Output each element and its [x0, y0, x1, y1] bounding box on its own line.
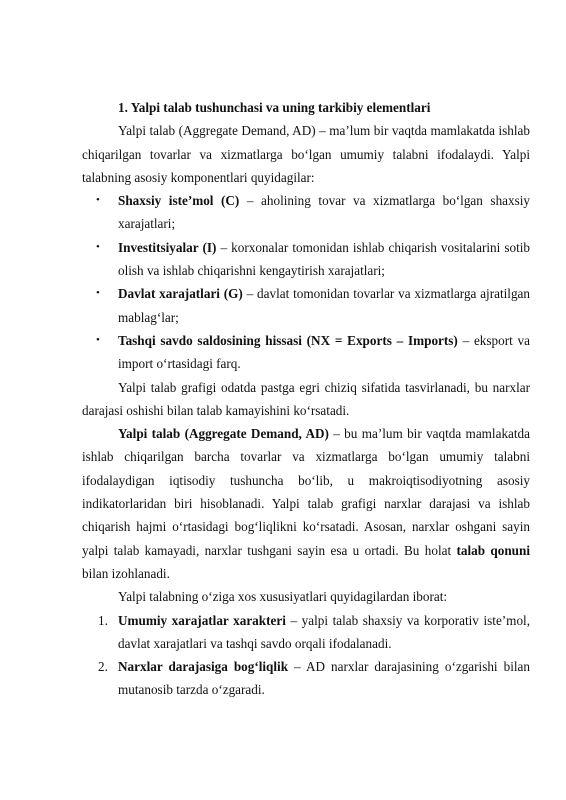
bullet-icon: • [96, 333, 100, 346]
graph-note-paragraph: Yalpi talab grafigi odatda pastga egri chiziq sifatida tasvirlanadi, bu narxlar darajasi oshishi bilan talab kamayishini ko‘rsatadi. [82, 379, 530, 418]
list-item-term: Umumiy xarajatlar xarakteri [118, 612, 286, 628]
list-item-term: Shaxsiy iste’mol (C) [118, 193, 240, 209]
definition-text-end: bilan izohlanadi. [82, 565, 170, 581]
list-item [82, 609, 530, 656]
list-item-term: Narxlar darajasiga bog‘liqlik [118, 659, 289, 675]
list-item [82, 189, 530, 236]
list-item [82, 236, 530, 283]
features-intro-paragraph: Yalpi talabning o‘ziga xos xususiyatlari quyidagilardan iborat: [118, 589, 448, 605]
bullet-icon: • [96, 194, 100, 207]
list-item [82, 655, 530, 702]
list-item-text: – aholining tovar va xizmatlarga bo‘lgan shaxsiy xarajatlari; [118, 193, 530, 232]
definition-text: – bu ma’lum bir vaqtda mamlakatda ishlab chiqarilgan barcha tovarlar va xizmatlarga bo‘lgan umumiy talabni ifodalaydigan iqtisodiy tushuncha bo‘lib, u makroiqtisodiyotning asosiy indikatorlaridan biri hisoblanadi. Yalpi talab grafigi narxlar darajasi va ishlab chiqarish hajmi o‘rtasidagi bog‘liqlikni ko‘rsatadi. Asosan, narxlar oshgani sayin yalpi talab kamayadi, narxlar tushgani sayin esa u ortadi. Bu holat [82, 426, 531, 558]
list-item-term: Investitsiyalar (I) [118, 239, 217, 255]
list-item-text: – yalpi talab shaxsiy va korporativ iste’mol, davlat xarajatlari va tashqi savdo orqali ifodalanadi. [118, 612, 530, 651]
features-list [82, 609, 530, 702]
list-number: 1. [98, 612, 108, 628]
list-item-text: – AD narxlar darajasining o‘zgarishi bilan mutanosib tarzda o‘zgaradi. [118, 659, 530, 698]
list-item-term: Tashqi savdo saldosining hissasi (NX = Exports – Imports) [118, 332, 458, 348]
document-page [82, 96, 530, 702]
list-item-text: – davlat tomonidan tovarlar va xizmatlarga ajratilgan mablag‘lar; [118, 286, 530, 325]
components-list [82, 189, 530, 375]
list-number: 2. [98, 659, 108, 675]
section-heading: 1. Yalpi talab tushunchasi va uning tarkibiy elementlari [118, 100, 431, 115]
list-item [82, 329, 530, 376]
bullet-icon: • [96, 287, 100, 300]
list-item-text: – korxonalar tomonidan ishlab chiqarish vositalarini sotib olish va ishlab chiqarishni kengaytirish xarajatlari; [118, 239, 531, 279]
definition-paragraph [82, 422, 530, 585]
bullet-icon: • [96, 240, 100, 253]
law-term: talab qonuni [456, 542, 530, 558]
intro-paragraph: Yalpi talab (Aggregate Demand, AD) – ma’lum bir vaqtda mamlakatda ishlab chiqarilgan tovarlar va xizmatlarga bo‘lgan umumiy talabni ifodalaydi. Yalpi talabning asosiy komponentlari quyidagilar: [82, 123, 530, 185]
list-item-term: Davlat xarajatlari (G) [118, 286, 243, 302]
list-item [82, 282, 530, 329]
list-item-text: – eksport va import o‘rtasidagi farq. [118, 332, 530, 372]
definition-term: Yalpi talab (Aggregate Demand, AD) [118, 426, 329, 442]
